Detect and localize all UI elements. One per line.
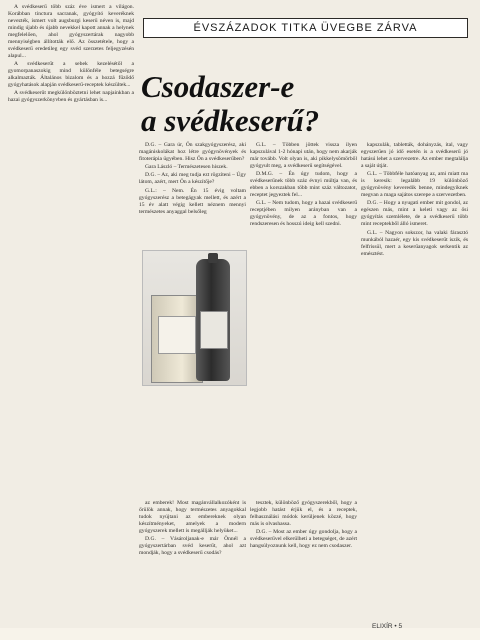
interview-column-1b: [139, 500, 246, 558]
product-bottle-image: [196, 259, 230, 381]
interview-paragraph: D.G. – Gara úr, Ön szakgyógyszerész, aki magániskolákat hoz létre gyógynövények és fitoterápia ügyében. Hisz Ön a svédkeserűben?: [139, 142, 246, 162]
page-footer: ELIXÍR • 5: [372, 623, 403, 630]
intro-column: [8, 4, 134, 106]
interview-column-3: [361, 142, 468, 259]
interview-paragraph: G.L. – Többféle hatóanyag az, ami miatt ma is keresik: legalább 19 különböző gyógynövény keveredik benne, mindegyiknek megvan a maga sajátos szerepe a szervezetben.: [361, 171, 468, 199]
interview-paragraph: kapszulák, tabletták, dohányzás, ital, vagy egyszerűen jó idő esetén is a svédkeserű jó hatású lehet a szervezetre. Az ember megtalálja a saját útját.: [361, 142, 468, 169]
intro-paragraph-1: A svédkeserű több száz éve ismert a világon. Korábban tinctura sacranak, gyógyító keveréknek nevezték, ismert volt augsburgi keserű néven is, majd mindig újabb és újabb nevekkel kapott annak a helynek megfelelően, ahol gyógyszertárak nagyobb mennyiségben állították elő. Az összetétele, hogy a svédkeserű eredetileg egy svéd szerzetes feljegyzésén alapul...: [8, 4, 134, 59]
interview-paragraph: D.G. – Az, aki meg tudja ezt rögzíteni – Úgy látom, azért, mert Ön a készítője?: [139, 172, 246, 186]
interview-paragraph: G.L. – Nagyon sokszor, ha valaki fárasztó munkából hazaér, egy kis svédkeserűt iszik, és felfrissül, mert a keserűanyagok serkentik az emésztést.: [361, 229, 468, 257]
interview-paragraph: D.G. – Vásároljanak-e már Önnél a gyógyszertárban svéd keserűt, ahol azt mondják, hogy a svédkeserű csodás?: [139, 536, 246, 557]
interview-paragraph: tesztek, különböző gyógyszerekből, hogy a legjobb hatást érjük el, és a receptek, felhasználási módok kerüljenek közzé, hogy más is olvashassa.: [250, 500, 357, 527]
interview-paragraph: D.M.G. – Én úgy tudom, hogy a svédkeserűnek több száz évnyi múltja van, és ebben a korszakban több mint száz változatot, receptet jegyeztek fel...: [250, 171, 357, 199]
section-kicker: ÉVSZÁZADOK TITKA ÜVEGBE ZÁRVA: [143, 18, 468, 38]
intro-paragraph-2: A svédkeserűt a sebek kezelésétől a gyomorpanaszokig mind különféle betegségre alkalmazták. Általános bizalom és a hozzá fűződő gyógyhatások alapján svédkeserű-receptek készültek...: [8, 61, 134, 89]
headline-line-2: a svédkeserű?: [141, 103, 320, 138]
interview-paragraph: az emberek! Most magánvállalkozóként is őrülök annak, hogy természetes anyagokkal tudok nyújtani az embereknek olyan készítményeket, amelyek a modern gyógyszerek mellett is megállják helyüket...: [139, 500, 246, 534]
interview-paragraph: D.G. – Most az ember úgy gondolja, hogy a svédkeserűvel elkerülheti a betegséget, de azért hangsúlyoznunk kell, hogy ez nem csodaszer.: [250, 529, 357, 550]
interview-paragraph: Gara László – Természetesen hiszek.: [145, 164, 228, 171]
interview-column-2b: [250, 500, 357, 551]
interview-column-2: [250, 142, 357, 230]
page-bottom-strip: [0, 628, 480, 640]
interview-column-1: [139, 142, 246, 217]
intro-paragraph-3: A svédkeserűt megkülönböztetni lehet napjainkban a hazai gyógyszerkönyvben és gyártásban is...: [8, 90, 134, 104]
interview-paragraph: G.L.: – Nem. Én 15 évig voltam gyógyszerész a betegágyak mellett, és azért a 15 év alatt végig kellett néznem mennyi természetes anyaggal belsőleg: [139, 187, 246, 215]
headline: [141, 70, 319, 138]
interview-paragraph: G.L. – Többen jöttek vissza ilyen kapszulával 1-2 hónapi után, hogy nem akarják már tovább. Volt olyan is, aki pikkelysömörből gyógyult meg, a svédkeserű segítségével.: [250, 142, 357, 169]
interview-paragraph: D.G. – Hogy a nyugati ember mit gondol, az egészen más, mint a keleti vagy az ősi gyógyítás szemlélete, de a svédkeserű több mint receptekből álló ismeret.: [361, 200, 468, 228]
product-photo: [142, 250, 247, 386]
headline-line-1: Csodaszer-e: [141, 69, 295, 104]
interview-paragraph: G.L. – Nem tudom, hogy a hazai svédkeserű receptjében milyen arányban van a gyógynövény, de az a fontos, hogy rendszeresen és hosszú ideig kell szedni.: [250, 200, 357, 228]
